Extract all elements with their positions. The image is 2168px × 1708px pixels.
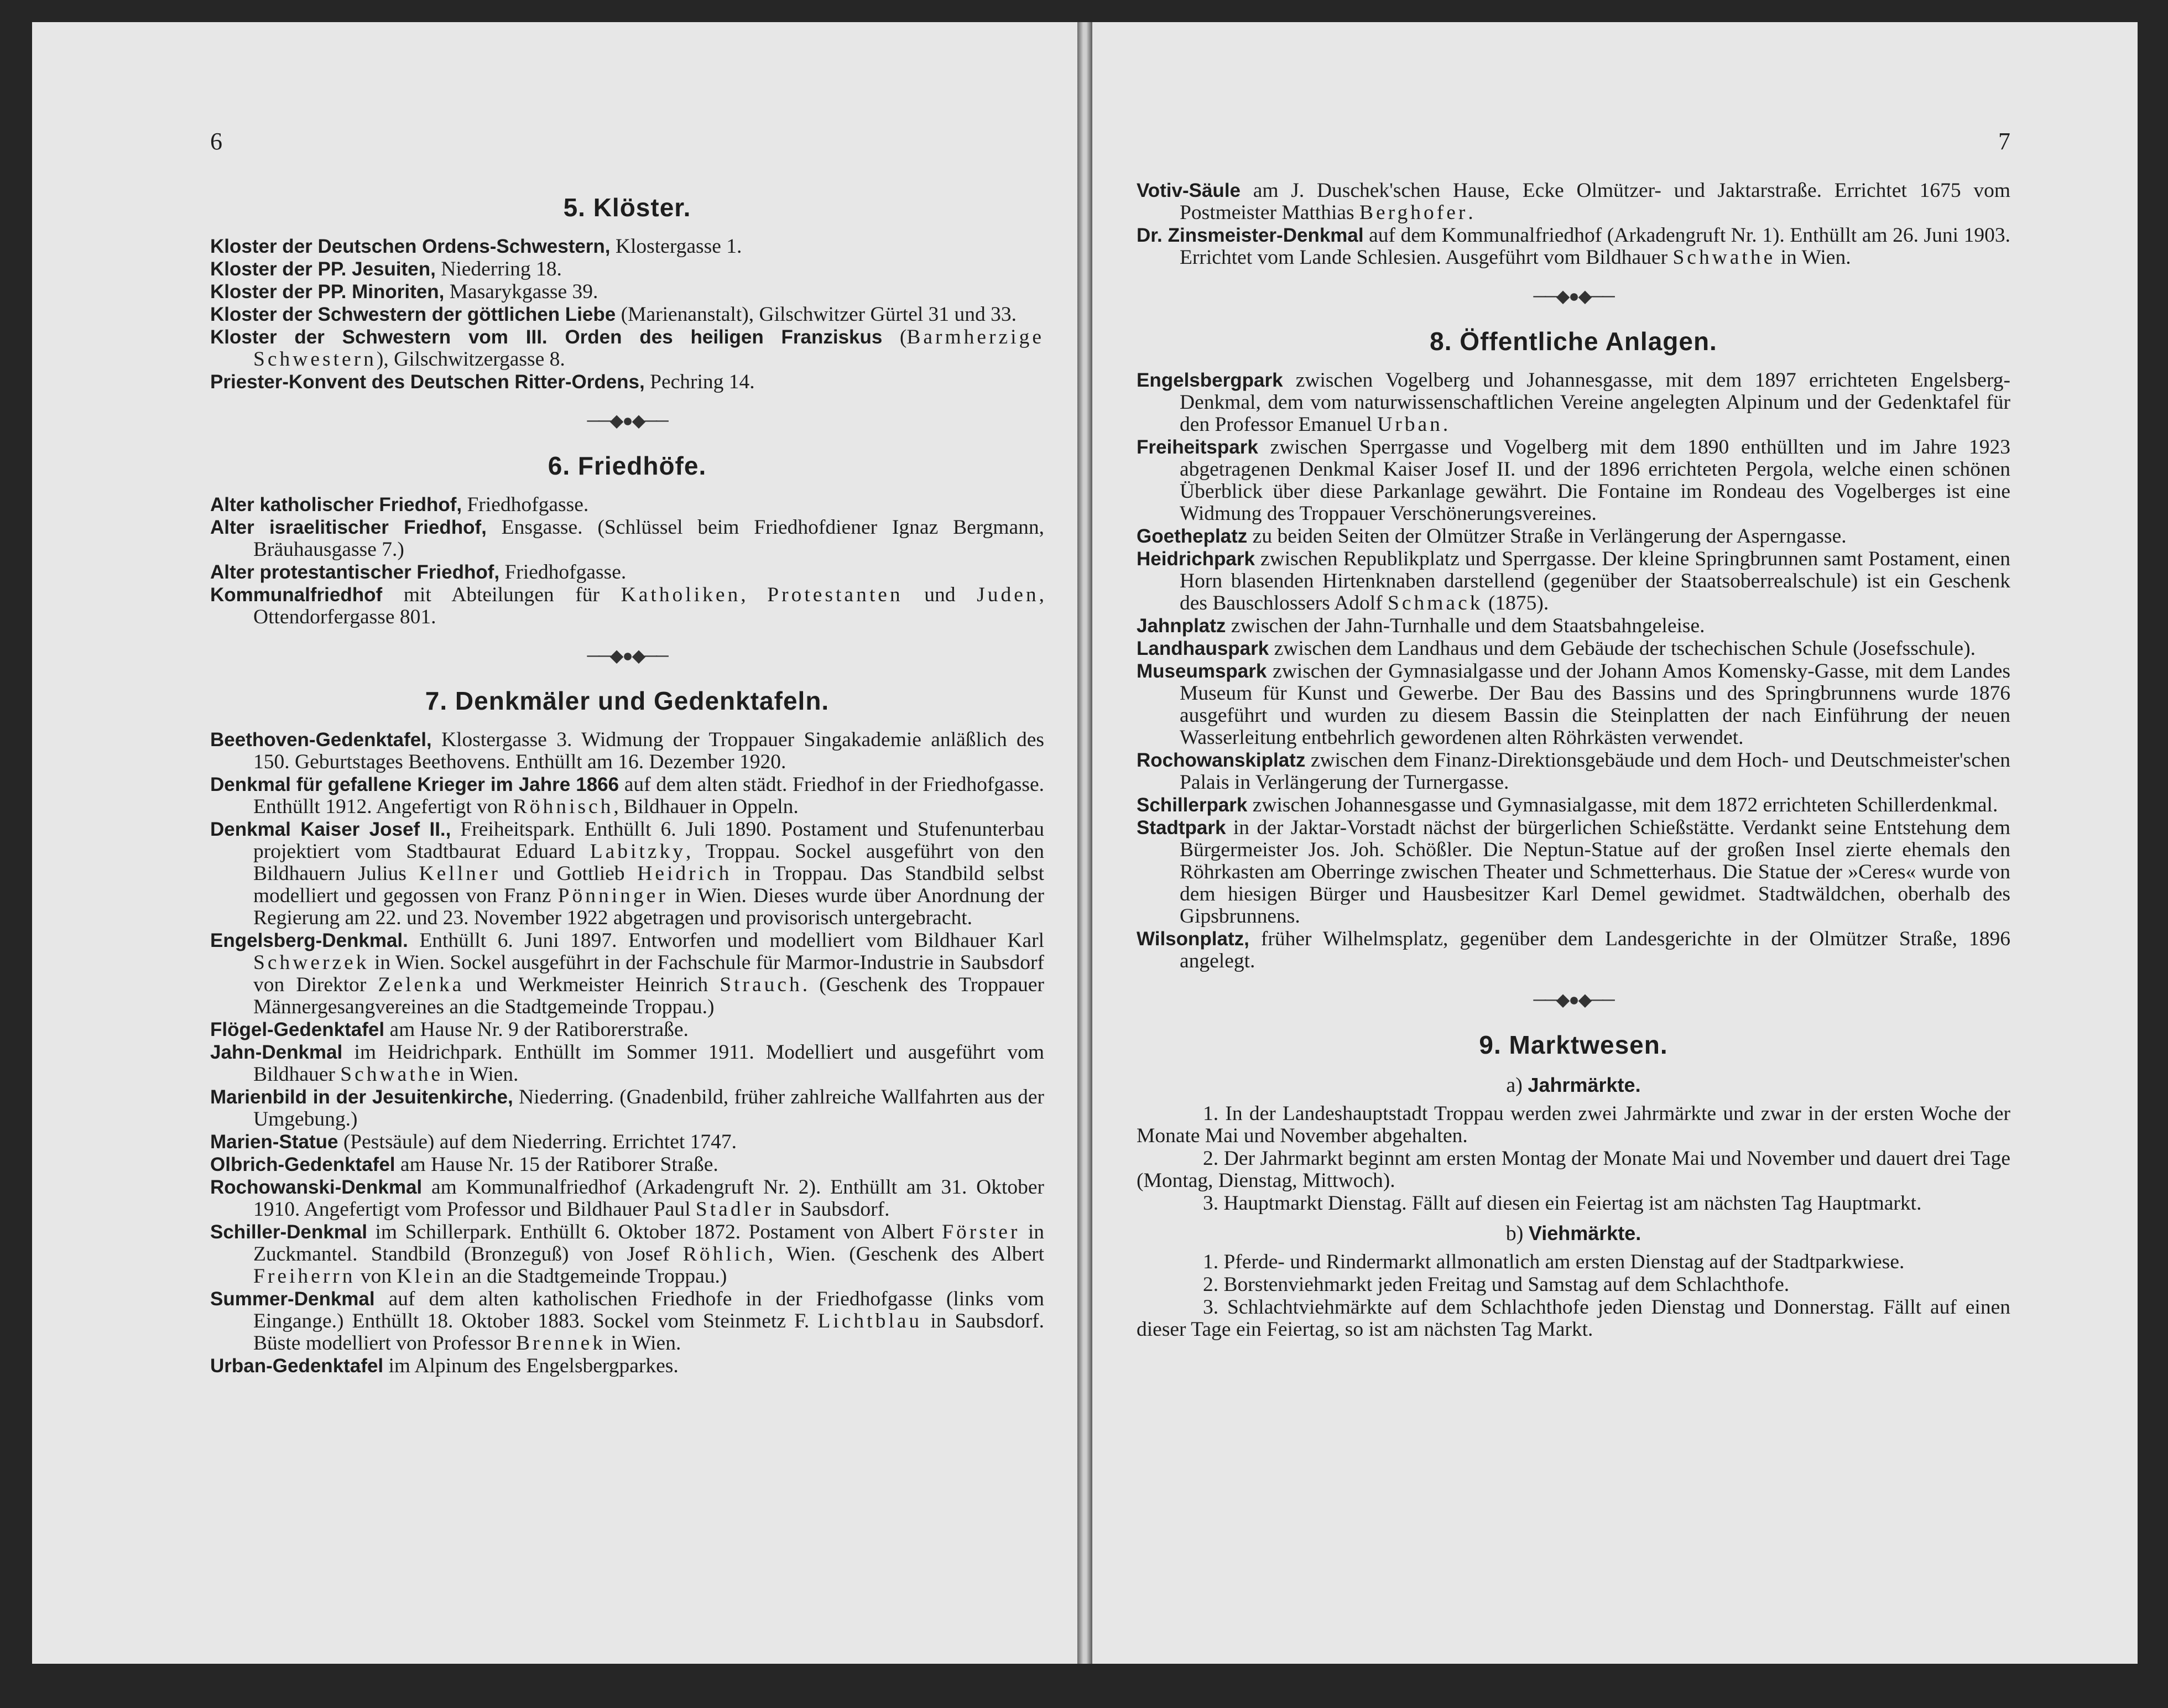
paragraph: 1. Pferde- und Rindermarkt allmonatlich am ersten Dienstag auf der Stadtparkwiese. (1203, 1251, 1905, 1273)
right-page (1092, 22, 2138, 1664)
subsection-name: Viehmärkte. (1528, 1222, 1641, 1244)
entry (1137, 660, 2010, 749)
entry-text: Klostergasse 1. (610, 235, 742, 258)
entry-name: Kloster der Deutschen Ordens-Schwestern, (210, 236, 611, 257)
entry-name: Kloster der PP. Jesuiten, (210, 258, 436, 280)
entry-name: Kloster der Schwestern vom III. Orden des heiligen Franziskus (210, 326, 883, 348)
entry (210, 584, 1044, 628)
entry (210, 326, 1044, 371)
entry-text: zwischen Republikplatz und Sperrgasse. Der kleine Springbrunnen samt Postament, einen Horn blasenden Hirtenknaben darstellend (gegenüber der Staatsoberrealschule) ist ein Geschenk des Bauschlossers Adolf (1180, 548, 2010, 615)
entry-name: Landhauspark (1137, 638, 1269, 659)
entry-name: Rochowanskiplatz (1137, 749, 1306, 771)
entry (210, 819, 1044, 929)
entry-text: auf dem Kommunalfriedhof (Arkadengruft Nr. 1). Enthüllt am 26. Juni 1903. Errichtet vom Lande Schlesien. Ausgeführt vom Bildhauer (1180, 224, 2010, 269)
entry-name: Kloster der PP. Minoriten, (210, 281, 445, 303)
entry-text: , Wien. (Geschenk des Albert (768, 1243, 1045, 1266)
spaced-name: Zelenka (378, 973, 465, 996)
entry (210, 1355, 1044, 1377)
entry-text: zu beiden Seiten der Olmützer Straße in Verlängerung der Asperngasse. (1247, 525, 1847, 548)
entry-text: auf dem alten städt. Friedhof in der Friedhofgasse. Enthüllt 1912. Angefertigt von (253, 773, 1044, 818)
entry (210, 1154, 1044, 1176)
entry (210, 494, 1044, 516)
entry-text: und (903, 584, 977, 606)
entry-name: Rochowanski-Denkmal (210, 1176, 423, 1198)
entry-text: zwischen der Jahn-Turnhalle und dem Staatsbahngeleise. (1226, 615, 1705, 637)
entry-text: Freiheitspark. Enthüllt 6. Juli 1890. Postament und Stufenunterbau projektiert vom Stadtbaurat Eduard (253, 818, 1044, 863)
entry-text: mit Abteilungen für (382, 584, 621, 606)
entry-text: Friedhofgasse. (499, 561, 627, 584)
entry-text: , Ottendorfergasse 801. (253, 584, 1045, 628)
entry (210, 930, 1044, 1018)
entry-name: Museumspark (1137, 660, 1267, 682)
spaced-name: Schwathe (1672, 246, 1776, 269)
entry-name: Urban-Gedenktafel (210, 1355, 384, 1377)
entry-text: in Wien. Sockel ausgeführt in der Fachschule für Marmor-Industrie in Saubsdorf von Direktor (253, 951, 1044, 996)
paragraph: 3. Hauptmarkt Dienstag. Fällt auf diesen ein Feiertag ist am nächsten Tag Hauptmarkt. (1203, 1192, 1922, 1215)
ornament-divider: ──◆●◆── (587, 410, 668, 430)
entry-text: Friedhofgasse. (462, 493, 589, 516)
spaced-name: Schwathe (340, 1063, 444, 1086)
entry-name: Dr. Zinsmeister-Denkmal (1137, 225, 1364, 246)
spaced-name: Brennek (515, 1332, 606, 1355)
entry (210, 1131, 1044, 1153)
entry-text: am Hause Nr. 9 der Ratiborerstraße. (384, 1018, 689, 1041)
entry (1137, 817, 2010, 928)
entry-name: Jahn-Denkmal (210, 1042, 343, 1063)
entry-text: Masarykgasse 39. (444, 280, 598, 303)
entry (210, 258, 1044, 280)
spaced-name: Schwerzek (253, 951, 369, 974)
spaced-name: Freiherrn (253, 1265, 356, 1288)
entry-name: Kloster der Schwestern der göttlichen Liebe (210, 304, 616, 325)
entry-name: Marien-Statue (210, 1131, 338, 1153)
entry-text: zwischen der Gymnasialgasse und der Johann Amos Komensky-Gasse, mit dem Landes Museum für Kunst und Gewerbe. Der Bau des Bassins und des Springbrunnens wurde 1876 ausgeführt und wurden zu diesem Bassin die Steinplatten der nach Einführung der neuen Wasserleitung entbehrlich gewordenen alten Röhrkästen verwendet. (1180, 660, 2010, 749)
spaced-name: Protestanten (767, 584, 903, 606)
entry (1137, 638, 2010, 660)
spaced-name: Strauch (720, 973, 802, 996)
entry (1137, 180, 2010, 224)
entry-name: Engelsberg-Denkmal. (210, 930, 408, 951)
spaced-name: Juden (977, 584, 1039, 606)
entry-name: Alter protestantischer Friedhof, (210, 561, 500, 583)
entry-text: (Marienanstalt), Gilschwitzer Gürtel 31 und 33. (616, 303, 1017, 326)
entry (210, 371, 1044, 393)
entry-text: zwischen Sperrgasse und Vogelberg mit dem 1890 enthüllten und im Jahre 1923 abgetragenen Denkmal Kaiser Josef II. und der 1896 errichteten Pergola, welche einen schönen Überblick über diese Parkanlage gewährt. Die Fontaine im Rondeau des Vogelberges ist eine Widmung des Troppauer Verschönerungsvereines. (1180, 436, 2010, 525)
entry-name: Freiheitspark (1137, 436, 1258, 458)
entry (210, 1288, 1044, 1355)
entry-text: zwischen dem Landhaus und dem Gebäude der tschechischen Schule (Josefsschule). (1269, 637, 1976, 660)
entry-text: Enthüllt 6. Juni 1897. Entworfen und modelliert vom Bildhauer Karl (408, 929, 1044, 952)
entry-text: früher Wilhelmsplatz, gegenüber dem Landesgerichte in der Olmützer Straße, 1896 angelegt. (1180, 928, 2010, 972)
entry-name: Olbrich-Gedenktafel (210, 1154, 395, 1175)
entry-text: in Wien. (1775, 246, 1851, 269)
entry-text: in Wien. (443, 1063, 519, 1086)
entry-text: an die Stadtgemeinde Troppau.) (456, 1265, 727, 1288)
spaced-name: Pönninger (557, 884, 668, 907)
left-page (32, 22, 1077, 1664)
entry-text: . (1468, 201, 1473, 224)
entry-text: in der Jaktar-Vorstadt nächst der bürgerlichen Schießstätte. Verdankt seine Entstehung dem Bürgermeister Jos. Joh. Schößler. Die Neptun-Statue auf der großen Insel zierte ehemals den Röhrkasten am Oberringe zwischen Theater und Schmetterhaus. Die Statue der »Ceres« wurde von dem hiesigen Bürger und Hausbesitzer Karl Demel gewidmet. Stadtwäldchen, oberhalb des Gipsbrunnens. (1180, 816, 2010, 928)
entry (1137, 436, 2010, 525)
entry (1137, 615, 2010, 637)
entry-text: (1875). (1483, 592, 1549, 615)
spaced-name: Berghofer (1359, 201, 1468, 224)
entry-name: Jahnplatz (1137, 615, 1226, 637)
entry-text: in Zuckmantel. Standbild (Bronzeguß) von Josef (253, 1221, 1045, 1266)
ornament-divider: ──◆●◆── (1533, 990, 1614, 1009)
entry-name: Schillerpark (1137, 794, 1248, 816)
ornament-divider: ──◆●◆── (587, 645, 668, 665)
subsection-letter: b) (1505, 1222, 1529, 1245)
entry (1137, 548, 2010, 615)
entry-text: . (Geschenk des Troppauer Männergesangvereines an die Stadtgemeinde Troppau.) (253, 973, 1044, 1018)
entry-text: auf dem alten katholischen Friedhofe in der Friedhofgasse (links vom Eingange.) Enthüllt 18. Oktober 1883. Sockel vom Steinmetz F. (253, 1288, 1044, 1332)
subsection-title (1137, 1221, 2010, 1246)
entry-name: Marienbild in der Jesuitenkirche, (210, 1086, 513, 1108)
entry-name: Denkmal für gefallene Krieger im Jahre 1866 (210, 774, 619, 795)
page-number: 6 (210, 128, 222, 155)
entry-text: von (355, 1265, 397, 1288)
entry-text: Ensgasse. (Schlüssel beim Friedhofdiener Ignaz Bergmann, Bräuhausgasse 7.) (253, 516, 1044, 561)
spaced-name: Klein (397, 1265, 457, 1288)
entry-name: Summer-Denkmal (210, 1288, 375, 1310)
entry-name: Wilsonplatz, (1137, 928, 1249, 950)
subsection-title (1137, 1073, 2010, 1097)
entry-text: in Saubsdorf. Büste modelliert von Professor (253, 1310, 1044, 1355)
entry-name: Votiv-Säule (1137, 180, 1241, 201)
spaced-name: Barmherzige Schwestern (253, 326, 1044, 371)
entry-name: Schiller-Denkmal (210, 1221, 367, 1243)
entry (1137, 369, 2010, 436)
entry (210, 774, 1044, 818)
entry-name: Engelsbergpark (1137, 369, 1283, 391)
spaced-name: Stadler (695, 1198, 774, 1221)
spaced-name: Labitzky (590, 840, 686, 863)
entry (1137, 225, 2010, 269)
paragraph: 2. Borstenviehmarkt jeden Freitag und Samstag auf dem Schlachthofe. (1203, 1273, 1790, 1296)
entry-name: Denkmal Kaiser Josef II., (210, 819, 451, 840)
book-gutter (1077, 22, 1092, 1664)
entry-text: , Troppau. Sockel ausgeführt von den Bildhauern Julius (253, 840, 1044, 885)
entry-text: zwischen Vogelberg und Johannesgasse, mit dem 1897 errichteten Engelsberg-Denkmal, dem vom naturwissenschaftlichen Vereine angelegten Alpinum und der Gedenktafel für den Professor Emanuel (1180, 369, 2010, 436)
page-number: 7 (1998, 128, 2010, 155)
entry-text: , (741, 584, 768, 606)
entry (210, 281, 1044, 303)
entry-text: und Werkmeister Heinrich (464, 973, 720, 996)
paragraph: 2. Der Jahrmarkt beginnt am ersten Montag der Monate Mai und November und dauert drei Tage (Montag, Dienstag, Mittwoch). (1137, 1147, 2010, 1192)
section-title-friedhoefe: 6. Friedhöfe. (548, 451, 707, 480)
entry-name: Kommunalfriedhof (210, 584, 383, 606)
entry-name: Priester-Konvent des Deutschen Ritter-Ordens, (210, 371, 645, 393)
spaced-name: Schmack (1388, 592, 1483, 615)
entry-text: in Wien. Dieses wurde über Anordnung der Regierung am 22. und 23. November 1922 abgetragen und provisorisch untergebracht. (253, 884, 1044, 929)
entry-text: am Kommunalfriedhof (Arkadengruft Nr. 2). Enthüllt am 31. Oktober 1910. Angefertigt vom Professor und Bildhauer Paul (253, 1176, 1044, 1221)
entry-text: Niederring. (Gnadenbild, früher zahlreiche Wallfahrten aus der Umgebung.) (253, 1086, 1045, 1131)
entry-name: Goetheplatz (1137, 525, 1248, 547)
spaced-name: Urban (1377, 413, 1443, 436)
entry-text: und Gottlieb (501, 862, 638, 885)
entry (210, 1176, 1044, 1221)
entry-text: Niederring 18. (435, 258, 562, 280)
spaced-name: Katholiken (621, 584, 741, 606)
entry-name: Alter katholischer Friedhof, (210, 494, 462, 515)
subsection-letter: a) (1506, 1074, 1528, 1097)
entry-text: im Heidrichpark. Enthüllt im Sommer 1911. Modelliert und ausgeführt vom Bildhauer (253, 1041, 1044, 1086)
entry (210, 729, 1044, 773)
entry-name: Flögel-Gedenktafel (210, 1019, 385, 1040)
entry-text: . (1442, 413, 1448, 436)
paragraph: 1. In der Landeshauptstadt Troppau werden zwei Jahrmärkte und zwar in der ersten Woche der Monate Mai und November abgehalten. (1137, 1102, 2010, 1147)
entry-text: am J. Duschek'schen Hause, Ecke Olmützer- und Jaktarstraße. Errichtet 1675 vom Postmeister Matthias (1180, 179, 2010, 224)
entry-text: am Hause Nr. 15 der Ratiborer Straße. (395, 1153, 718, 1176)
entry (1137, 928, 2010, 972)
section-title-kloester: 5. Klöster. (563, 193, 691, 222)
entry-name: Heidrichpark (1137, 548, 1255, 570)
entry (210, 561, 1044, 584)
spaced-name: Förster (942, 1221, 1020, 1243)
entry-text: zwischen Johannesgasse und Gymnasialgasse, mit dem 1872 errichteten Schillerdenkmal. (1247, 794, 1998, 816)
entry (210, 517, 1044, 561)
spaced-name: Röhnisch (513, 795, 614, 818)
section-title-marktwesen: 9. Marktwesen. (1479, 1030, 1668, 1059)
entry (210, 1019, 1044, 1041)
spaced-name: Heidrich (637, 862, 732, 885)
entry (210, 1221, 1044, 1288)
entry-text: Pechring 14. (644, 371, 755, 393)
entry-name: Beethoven-Gedenktafel, (210, 729, 432, 751)
paragraph: 3. Schlachtviehmärkte auf dem Schlachthofe jeden Dienstag und Donnerstag. Fällt auf einen dieser Tage ein Feiertag, so ist am nächsten Tag Markt. (1137, 1296, 2010, 1341)
entry-text: zwischen dem Finanz-Direktionsgebäude und dem Hoch- und Deutschmeister'schen Palais in Verlängerung der Turnergasse. (1180, 749, 2010, 794)
entry (1137, 525, 2010, 548)
spaced-name: Lichtblau (817, 1310, 923, 1332)
entry-text: in Wien. (606, 1332, 681, 1355)
entry-name: Alter israelitischer Friedhof, (210, 517, 487, 538)
entry-text: Klostergasse 3. Widmung der Troppauer Singakademie anläßlich des 150. Geburtstages Beethovens. Enthüllt am 16. Dezember 1920. (253, 728, 1044, 773)
entry (1137, 794, 2010, 816)
entry (210, 1042, 1044, 1086)
entry (1137, 749, 2010, 794)
entry-text: ), Gilschwitzergasse 8. (376, 348, 565, 371)
entry (210, 1086, 1044, 1131)
entry-text: in Saubsdorf. (774, 1198, 890, 1221)
spaced-name: Kellner (419, 862, 501, 885)
entry (210, 304, 1044, 326)
entry-text: in Troppau. Das Standbild selbst modelliert und gegossen von Franz (253, 862, 1044, 907)
entry-text: ( (882, 326, 907, 348)
entry-text: (Pestsäule) auf dem Niederring. Errichtet 1747. (338, 1131, 737, 1153)
ornament-divider: ──◆●◆── (1533, 286, 1614, 306)
entry-text: , Bildhauer in Oppeln. (613, 795, 799, 818)
entry-text: im Schillerpark. Enthüllt 6. Oktober 1872. Postament von Albert (367, 1221, 942, 1243)
entry-text: im Alpinum des Engelsbergparkes. (383, 1355, 679, 1377)
entry-name: Stadtpark (1137, 817, 1226, 839)
entry (210, 236, 1044, 258)
spaced-name: Röhlich (682, 1243, 768, 1266)
section-title-anlagen: 8. Öffentliche Anlagen. (1430, 327, 1717, 356)
section-title-denkmaeler: 7. Denkmäler und Gedenktafeln. (425, 686, 830, 715)
subsection-name: Jahrmärkte. (1528, 1074, 1641, 1096)
